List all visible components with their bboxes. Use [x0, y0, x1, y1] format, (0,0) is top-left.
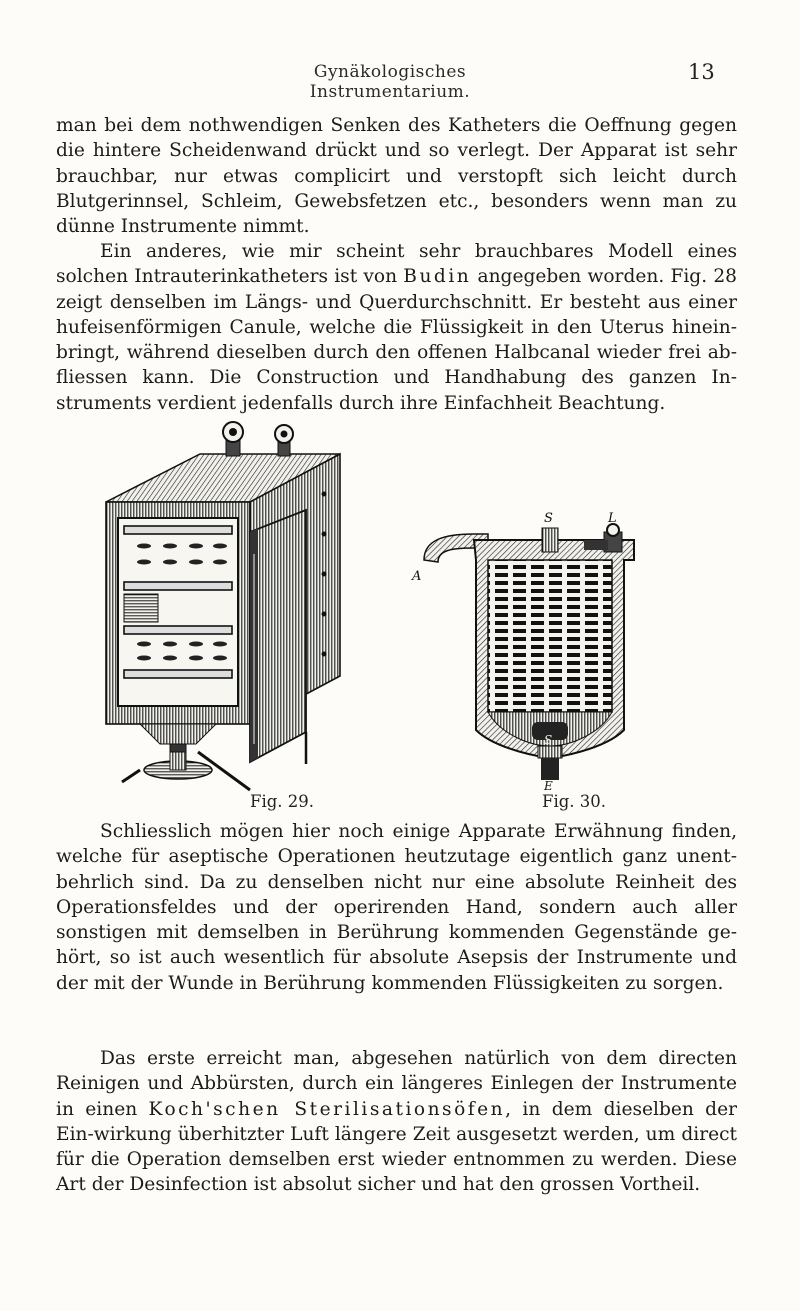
sterilizer-name: Koch'schen Sterilisationsöfen: [148, 1098, 506, 1120]
author-name-budin: Budin: [403, 266, 472, 288]
label-s-top: S: [544, 511, 553, 526]
figure-30-caption: Fig. 30.: [542, 792, 607, 811]
label-l: L: [608, 511, 617, 526]
running-title: Gynäkologisches Instrumentarium.: [309, 62, 471, 102]
paragraph-2: [56, 239, 737, 416]
figure-29-sterilizer-illustration: [100, 414, 350, 794]
label-e: E: [544, 779, 553, 790]
paragraph-4-text-a: Das erste erreicht man, abgesehen natürlich von dem directen Reinigen und Abbürsten, durch ein längeres Einlegen der Instrumente in einen: [56, 1048, 737, 1120]
cross-section-drawing: [404, 500, 644, 790]
paragraph-2-text-b: angegeben worden. Fig. 28 zeigt denselben im Längs- und Querdurchschnitt. Er besteht aus einer hufeisenförmigen Canule, welche die Flüssigkeit in den Uterus hinein-bringt, während dieselben durch den offenen Halbcanal wieder frei ab-fliessen kann. Die Construction und Handhabung des ganzen In-struments verdient jedenfalls durch ihre Einfachheit Beachtung.: [56, 266, 737, 414]
figure-30-sterilizer-cross-section: [404, 500, 644, 790]
label-s-bottom: S: [544, 733, 553, 747]
paragraph-3-text: Schliesslich mögen hier noch einige Apparate Erwähnung finden, welche für aseptische Operationen heutzutage eigentlich ganz unent-behrlich sind. Da zu denselben nicht nur eine absolute Reinheit des Operationsfeldes und der operirenden Hand, sondern auch aller sonstigen mit demselben in Berührung kommenden Gegenstände ge-hört, so ist auch wesentlich für absolute Asepsis der Instrumente und der mit der Wunde in Berührung kommenden Flüssigkeiten zu sorgen.: [56, 821, 737, 994]
label-a: A: [412, 569, 422, 584]
page-number: 13: [688, 60, 715, 84]
sterilizer-drawing: [100, 414, 350, 794]
paragraph-1: man bei dem nothwendigen Senken des Katheters die Oeffnung gegen die hintere Scheidenwand drückt und so verlegt. Der Apparat ist sehr brauchbar, nur etwas complicirt und verstopft sich leicht durch Blutgerinnsel, Schleim, Gewebsfetzen etc., besonders wenn man zu dünne Instrumente nimmt.: [56, 115, 737, 238]
running-header: [0, 60, 800, 102]
paragraph-4-text-b: , in dem dieselben der Ein-wirkung überhitzter Luft längere Zeit ausgesetzt werden, um direct für die Operation demselben erst wieder entnommen zu werden. Diese Art der Desinfection ist absolut sicher und hat den grossen Vortheil.: [56, 1098, 737, 1196]
paragraph-4: [56, 1046, 737, 1198]
paragraph-2-text-a: Ein anderes, wie mir scheint sehr brauchbares Modell eines solchen Intrauterinkatheters ist von: [56, 241, 737, 288]
figure-29-caption: Fig. 29.: [250, 792, 315, 811]
paragraph-3: [56, 819, 737, 996]
